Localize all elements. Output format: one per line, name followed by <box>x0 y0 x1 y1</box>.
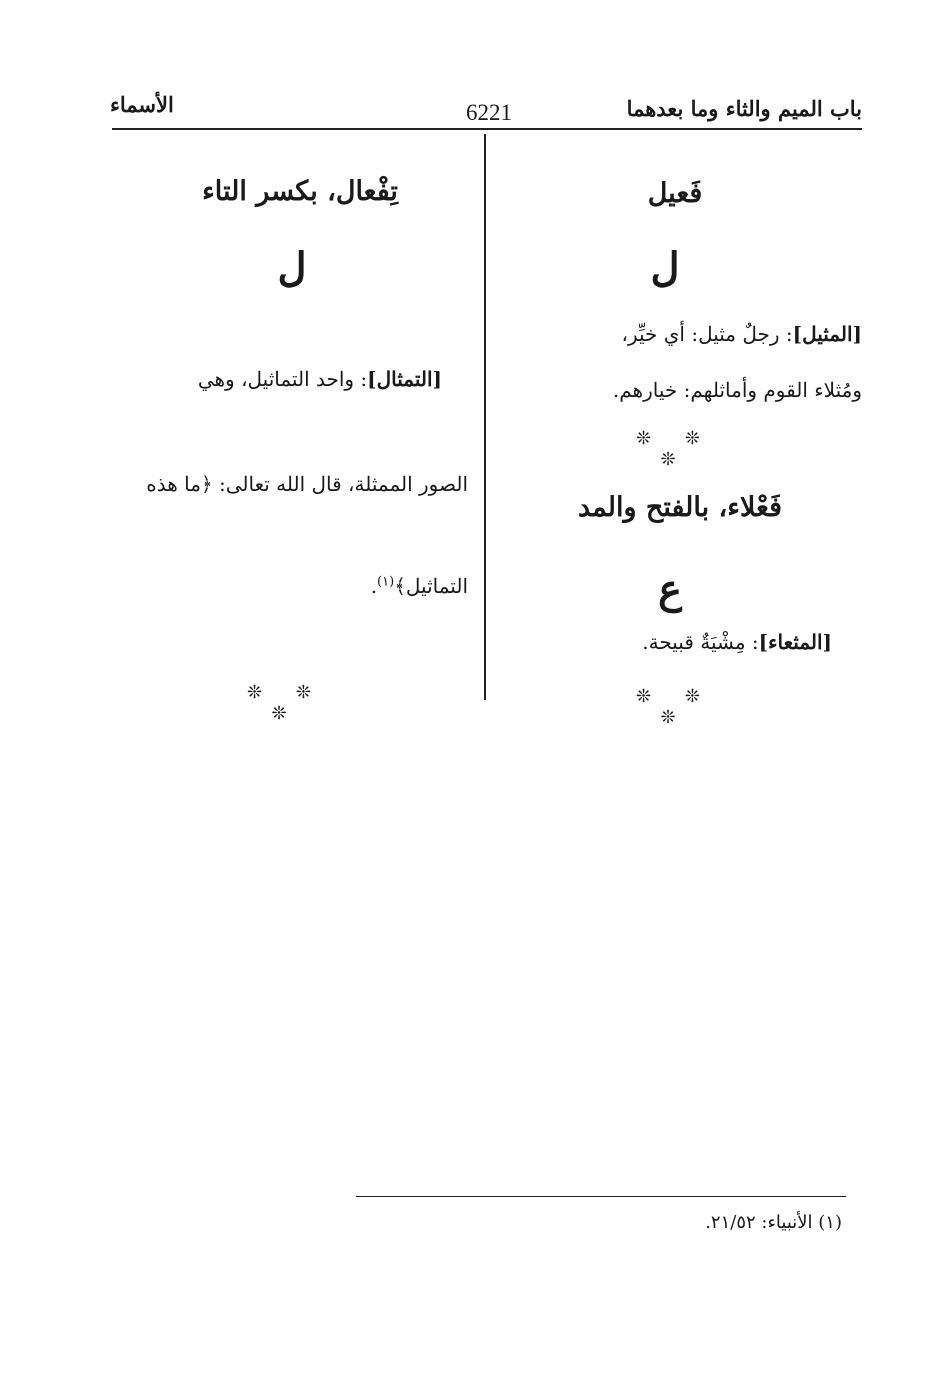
entry-term-mathil: [المثيل] <box>792 322 862 346</box>
quran-quote-end: التماثيل﴾ <box>394 574 468 598</box>
page-number: 6221 <box>466 100 512 125</box>
column-divider <box>484 134 486 700</box>
entry-timthal-line3 <box>371 574 468 598</box>
footnote-rule <box>356 1196 846 1197</box>
entry-timthal-line1 <box>198 367 442 391</box>
pattern-heading-falaa: فَعْلاء، بالفتح والمد <box>577 492 782 523</box>
root-letter-lam: ل <box>650 244 680 291</box>
entry-mathaa <box>642 630 832 654</box>
section-separator-stars: ❊ ❊ ❊ <box>636 686 714 728</box>
entry-timthal-definition: : واحد التماثيل، وهي <box>197 367 368 391</box>
header-rule <box>112 128 862 130</box>
footnote-ref: (١) <box>377 574 395 590</box>
pattern-heading-faeel: فَعيل <box>647 178 703 209</box>
entry-term-mathaa: [المثعاء] <box>758 630 832 654</box>
entry-term-timthal: [التمثال] <box>367 367 442 391</box>
root-letter-lam: ل <box>277 244 307 291</box>
section-separator-stars: ❊ ❊ ❊ <box>247 682 325 724</box>
footnote: (١) الأنبياء: ٢١/٥٢. <box>705 1212 842 1233</box>
entry-mathil-line1 <box>622 322 862 346</box>
chapter-title: باب الميم والثاء وما بعدهما <box>626 96 862 121</box>
entry-mathil-definition: : رجلٌ مثيل: أي خيِّر، <box>621 322 793 346</box>
section-separator-stars: ❊ ❊ ❊ <box>636 428 714 470</box>
sentence-end: . <box>370 574 378 598</box>
entry-timthal-line2: الصور الممثلة، قال الله تعالى: ﴿ما هذه <box>146 472 468 496</box>
section-title: الأسماء <box>110 92 174 117</box>
entry-mathaa-definition: : مِشْيَةٌ قبيحة. <box>642 630 759 654</box>
root-letter-ain: ع <box>658 566 682 613</box>
entry-mathil-line2: ومُثلاء القوم وأماثلهم: خيارهم. <box>612 378 862 402</box>
pattern-heading-tifaal: تِفْعال، بكسر التاء <box>202 176 398 207</box>
